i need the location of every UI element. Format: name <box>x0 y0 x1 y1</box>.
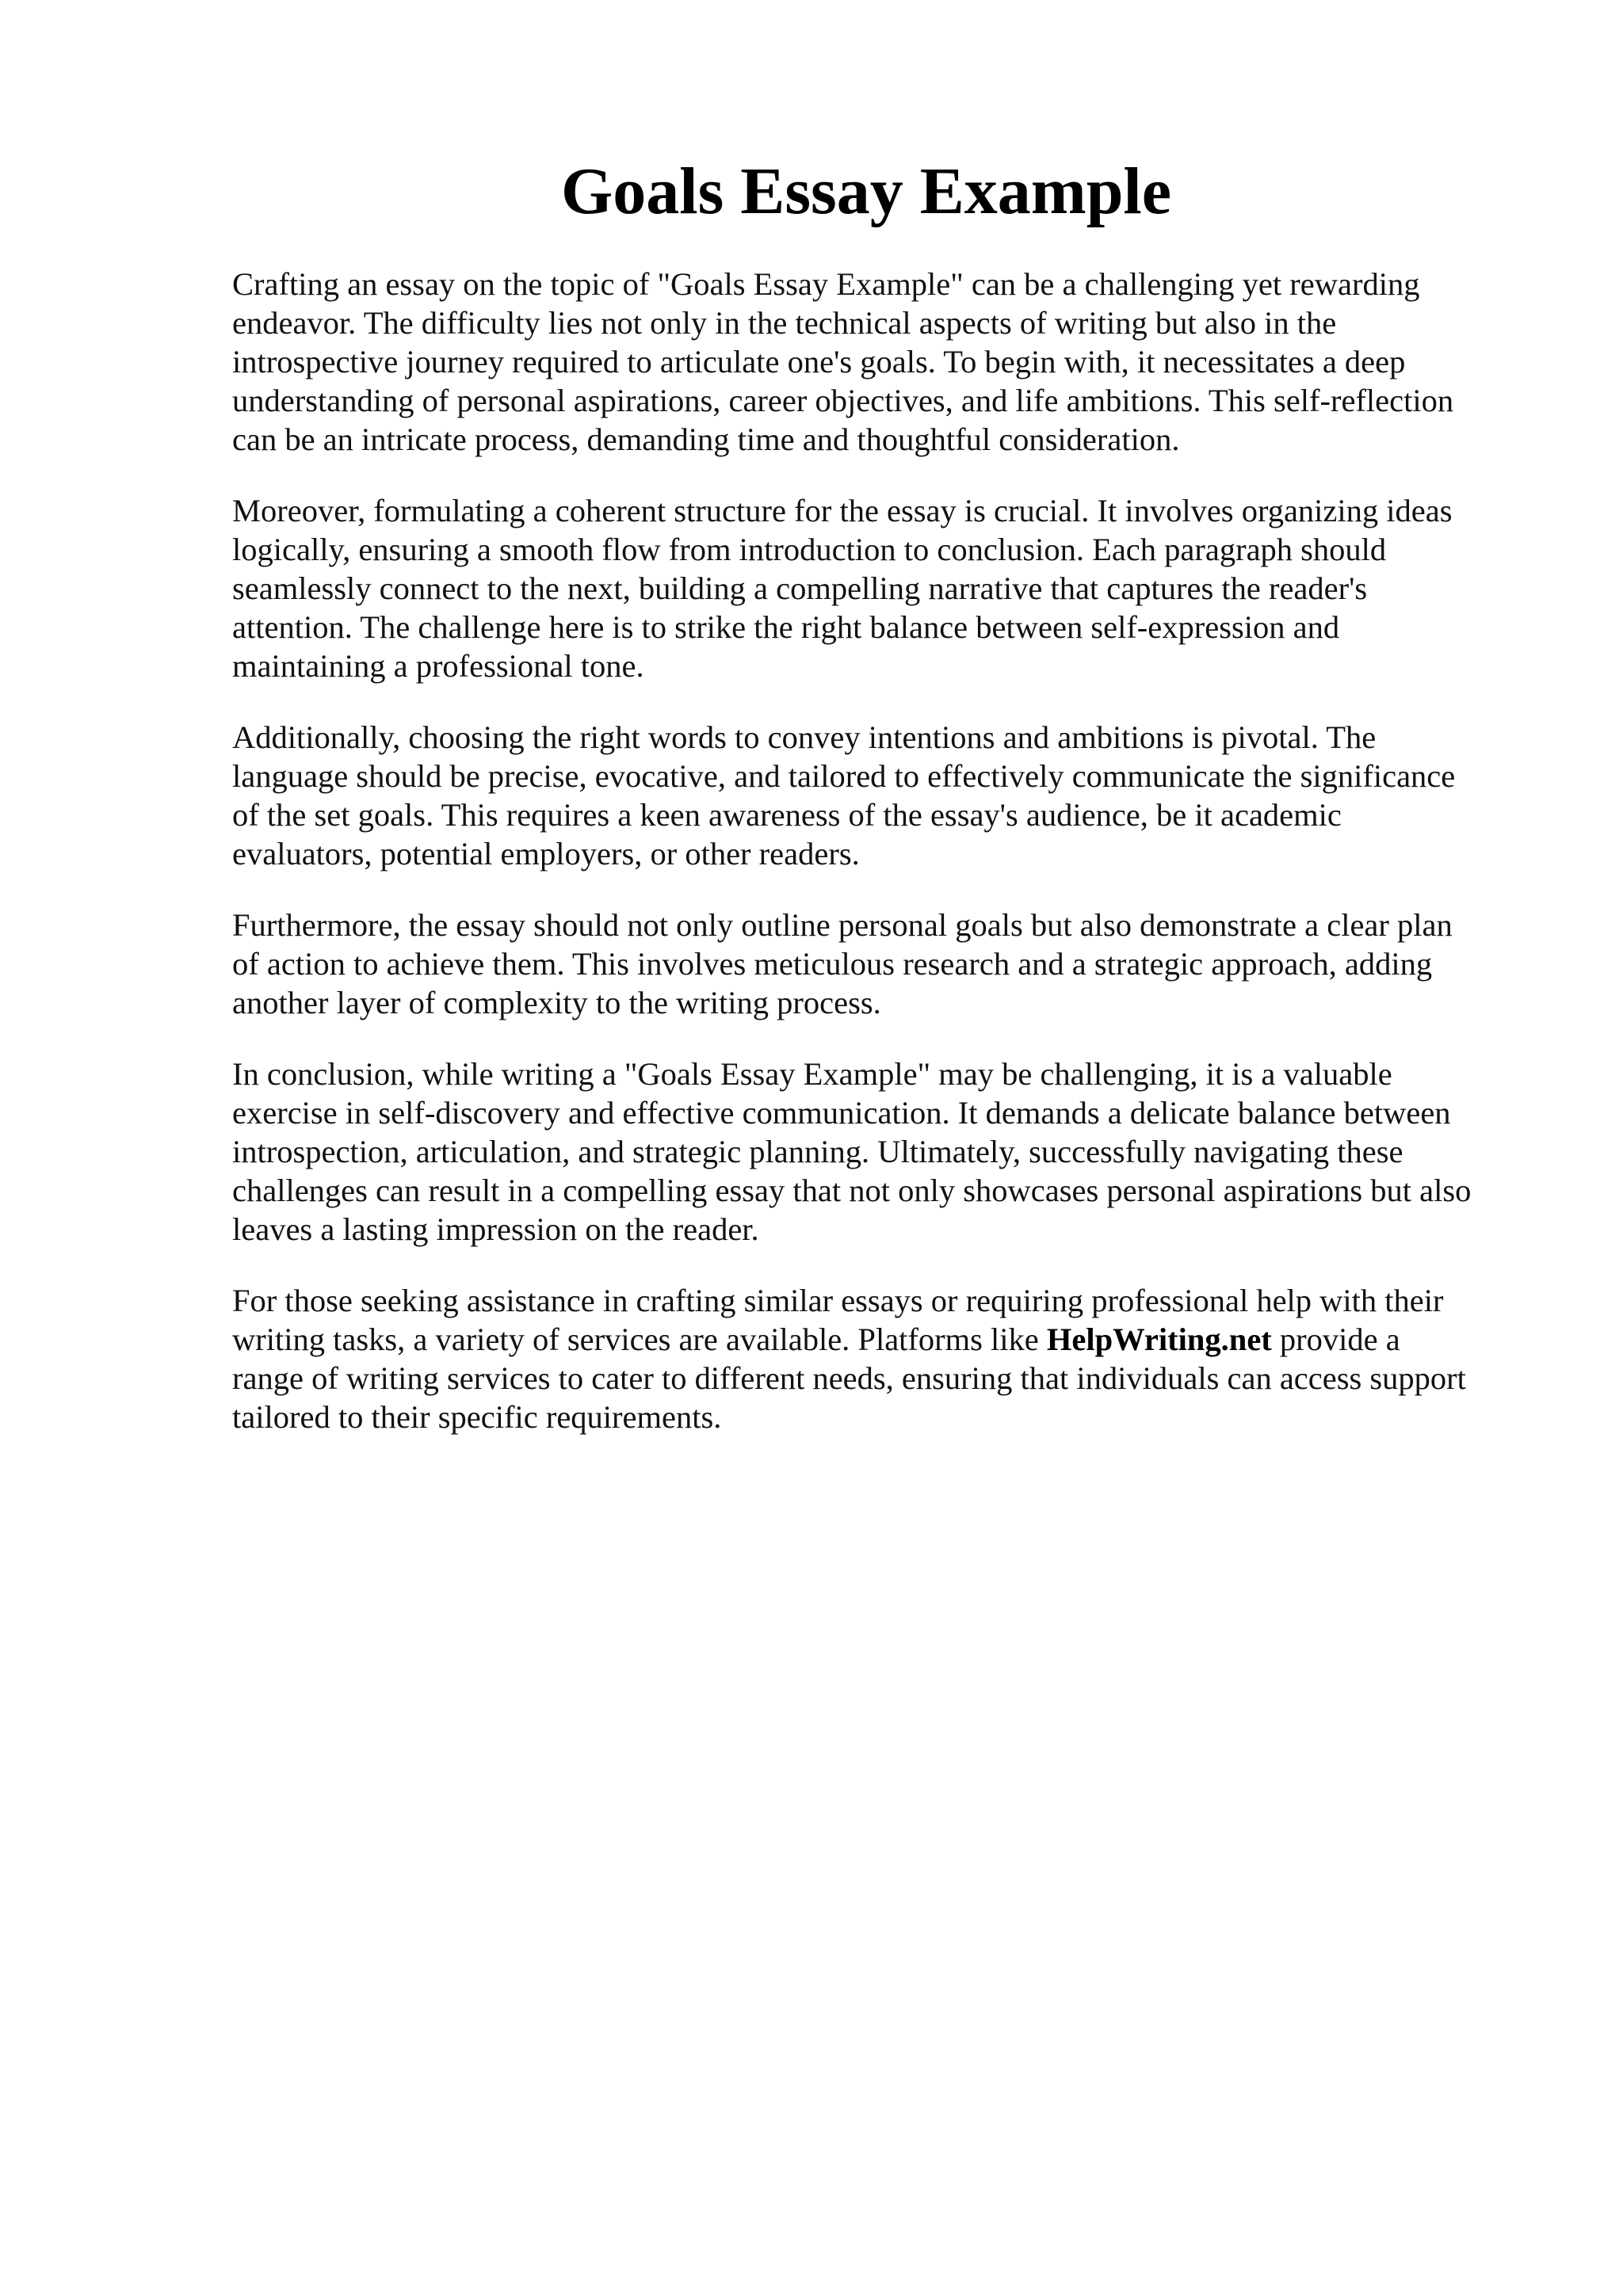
text-line: Crafting an essay on the topic of "Goals Essay Example" can be a challenging yet rewarding <box>232 266 1420 302</box>
text-line: attention. The challenge here is to strike the right balance between self-expression and <box>232 609 1340 645</box>
text-line-with-link <box>232 1320 1532 1359</box>
text-line: of action to achieve them. This involves meticulous research and a strategic approach, adding <box>232 946 1433 982</box>
text-line: Additionally, choosing the right words to convey intentions and ambitions is pivotal. The <box>232 719 1377 755</box>
text-line: evaluators, potential employers, or other readers. <box>232 836 860 871</box>
text-line: introspective journey required to articulate one's goals. To begin with, it necessitates a deep <box>232 344 1406 379</box>
text-line: Furthermore, the essay should not only outline personal goals but also demonstrate a clear plan <box>232 907 1453 943</box>
text-line: maintaining a professional tone. <box>232 648 644 684</box>
text-segment: writing tasks, a variety of services are available. Platforms like <box>232 1322 1047 1357</box>
paragraph-action-plan <box>232 906 1532 1022</box>
text-line: another layer of complexity to the writing process. <box>232 985 881 1020</box>
text-line: exercise in self-discovery and effective communication. It demands a delicate balance between <box>232 1095 1451 1131</box>
text-line: logically, ensuring a smooth flow from introduction to conclusion. Each paragraph should <box>232 532 1387 567</box>
text-segment: provide a <box>1271 1322 1400 1357</box>
text-line: understanding of personal aspirations, career objectives, and life ambitions. This self-reflection <box>232 383 1454 418</box>
text-line: Moreover, formulating a coherent structure for the essay is crucial. It involves organizing ideas <box>232 493 1453 528</box>
text-line: can be an intricate process, demanding time and thoughtful consideration. <box>232 421 1180 457</box>
text-line: endeavor. The difficulty lies not only in the technical aspects of writing but also in the <box>232 305 1337 341</box>
paragraph-word-choice <box>232 718 1532 873</box>
text-line: In conclusion, while writing a "Goals Essay Example" may be challenging, it is a valuable <box>232 1056 1392 1092</box>
text-line: challenges can result in a compelling essay that not only showcases personal aspirations but also <box>232 1173 1472 1208</box>
text-line: range of writing services to cater to different needs, ensuring that individuals can access support <box>232 1360 1466 1396</box>
document-title: Goals Essay Example <box>560 154 1172 228</box>
text-line: leaves a lasting impression on the reader. <box>232 1211 759 1247</box>
text-line: introspection, articulation, and strategic planning. Ultimately, successfully navigating these <box>232 1134 1403 1169</box>
text-line: language should be precise, evocative, and tailored to effectively communicate the significance <box>232 758 1456 794</box>
paragraph-conclusion <box>232 1055 1532 1249</box>
text-line: of the set goals. This requires a keen awareness of the essay's audience, be it academic <box>232 797 1342 833</box>
text-line: seamlessly connect to the next, building a compelling narrative that captures the reader's <box>232 570 1368 606</box>
paragraph-intro <box>232 265 1532 459</box>
helpwriting-link[interactable]: HelpWriting.net <box>1046 1322 1272 1357</box>
paragraph-structure <box>232 491 1532 685</box>
essay-body <box>232 265 1532 1469</box>
text-line: For those seeking assistance in crafting similar essays or requiring professional help with their <box>232 1283 1444 1318</box>
text-line: tailored to their specific requirements. <box>232 1399 722 1435</box>
paragraph-assistance <box>232 1281 1532 1436</box>
